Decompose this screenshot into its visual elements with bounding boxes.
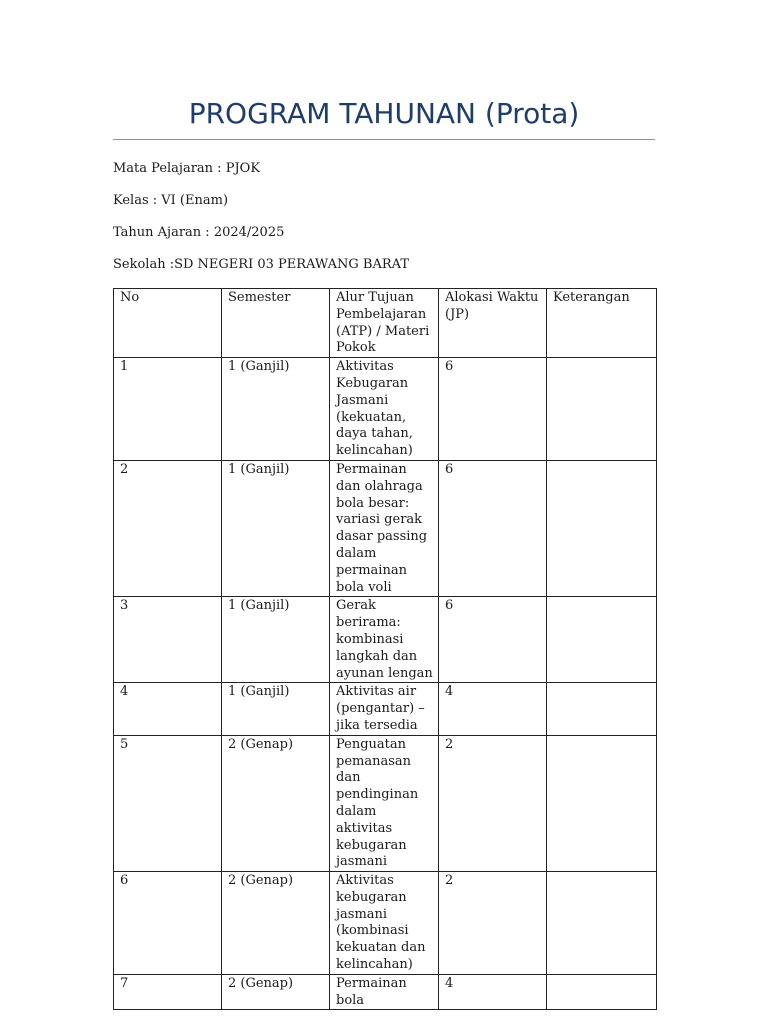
title-divider [113, 139, 655, 140]
school-line: Sekolah :SD NEGERI 03 PERAWANG BARAT [113, 257, 409, 272]
header-keterangan: Keterangan [547, 289, 657, 358]
cell-semester: 1 (Ganjil) [222, 683, 330, 735]
cell-semester: 1 (Ganjil) [222, 460, 330, 596]
cell-keterangan [547, 358, 657, 461]
table-row [114, 872, 657, 975]
cell-materi: Aktivitas kebugaran jasmani (kombinasi kekuatan dan kelincahan) [330, 872, 439, 975]
cell-jp: 6 [439, 597, 547, 683]
cell-no: 1 [114, 358, 222, 461]
table-row [114, 358, 657, 461]
table-row [114, 683, 657, 735]
cell-jp: 2 [439, 735, 547, 871]
cell-keterangan [547, 974, 657, 1010]
cell-keterangan [547, 597, 657, 683]
cell-jp: 2 [439, 872, 547, 975]
cell-no: 7 [114, 974, 222, 1010]
cell-materi: Gerak berirama: kombinasi langkah dan ayunan lengan [330, 597, 439, 683]
table-row [114, 597, 657, 683]
table-row [114, 735, 657, 871]
cell-jp: 6 [439, 358, 547, 461]
header-alokasi: Alokasi Waktu (JP) [439, 289, 547, 358]
header-atp: Alur Tujuan Pembelajaran (ATP) / Materi Pokok [330, 289, 439, 358]
cell-materi: Aktivitas Kebugaran Jasmani (kekuatan, daya tahan, kelincahan) [330, 358, 439, 461]
subject-line: Mata Pelajaran : PJOK [113, 161, 261, 176]
header-no: No [114, 289, 222, 358]
class-line: Kelas : VI (Enam) [113, 193, 229, 208]
page-title: PROGRAM TAHUNAN (Prota) [188, 97, 580, 130]
cell-keterangan [547, 735, 657, 871]
cell-keterangan [547, 460, 657, 596]
prota-table [113, 288, 657, 1010]
cell-no: 5 [114, 735, 222, 871]
cell-semester: 1 (Ganjil) [222, 597, 330, 683]
cell-keterangan [547, 872, 657, 975]
cell-semester: 2 (Genap) [222, 872, 330, 975]
cell-jp: 6 [439, 460, 547, 596]
cell-no: 6 [114, 872, 222, 975]
cell-materi: Permainan bola [330, 974, 439, 1010]
cell-materi: Aktivitas air (pengantar) – jika tersedia [330, 683, 439, 735]
cell-materi: Permainan dan olahraga bola besar: variasi gerak dasar passing dalam permainan bola voli [330, 460, 439, 596]
cell-materi: Penguatan pemanasan dan pendinginan dalam aktivitas kebugaran jasmani [330, 735, 439, 871]
cell-semester: 2 (Genap) [222, 974, 330, 1010]
table-header-row [114, 289, 657, 358]
table-row [114, 974, 657, 1010]
cell-no: 4 [114, 683, 222, 735]
cell-semester: 2 (Genap) [222, 735, 330, 871]
cell-no: 3 [114, 597, 222, 683]
header-semester: Semester [222, 289, 330, 358]
cell-no: 2 [114, 460, 222, 596]
table-row [114, 460, 657, 596]
cell-semester: 1 (Ganjil) [222, 358, 330, 461]
cell-keterangan [547, 683, 657, 735]
cell-jp: 4 [439, 974, 547, 1010]
academic-year-line: Tahun Ajaran : 2024/2025 [113, 225, 285, 240]
cell-jp: 4 [439, 683, 547, 735]
